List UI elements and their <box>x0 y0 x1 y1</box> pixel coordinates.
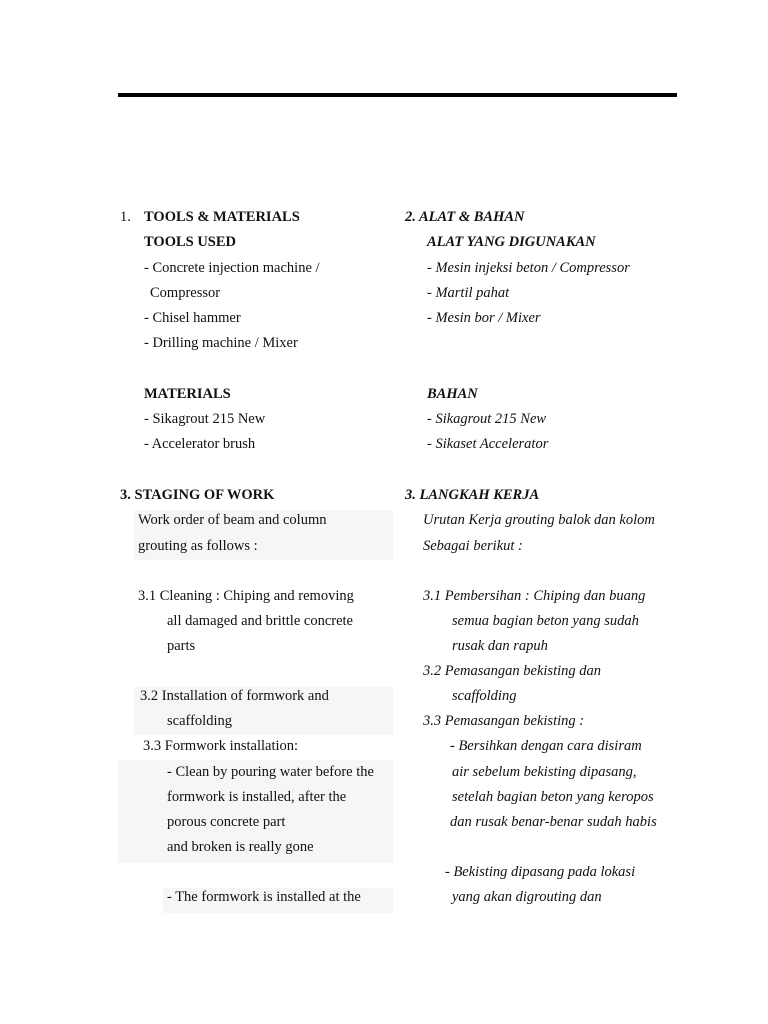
step33-line: formwork is installed, after the <box>167 789 347 805</box>
langkah33-line: 3.3 Pemasangan bekisting : <box>423 713 585 729</box>
langkah32-line: scaffolding <box>452 688 517 704</box>
section1-title: TOOLS & MATERIALS <box>144 209 300 225</box>
step33-line: - Clean by pouring water before the <box>167 764 374 780</box>
langkah33-line: - Bersihkan dengan cara disiram <box>450 738 642 754</box>
step31-line: parts <box>167 638 196 654</box>
langkah31-line: rusak dan rapuh <box>452 638 548 654</box>
bahan-item: - Sikaset Accelerator <box>427 436 549 452</box>
top-horizontal-rule <box>118 93 677 97</box>
alat-item: - Martil pahat <box>427 285 510 301</box>
tool-item: Compressor <box>150 285 221 301</box>
material-item: - Sikagrout 215 New <box>144 411 266 427</box>
alat-heading: ALAT YANG DIGUNAKAN <box>427 234 596 250</box>
alat-item: - Mesin bor / Mixer <box>427 310 541 326</box>
material-item: - Accelerator brush <box>144 436 256 452</box>
step32-line: scaffolding <box>167 713 232 729</box>
materials-heading: MATERIALS <box>144 386 231 402</box>
langkah31-line: 3.1 Pembersihan : Chiping dan buang <box>423 588 646 604</box>
tools-used-heading: TOOLS USED <box>144 234 237 250</box>
langkah33-line: - Bekisting dipasang pada lokasi <box>445 864 636 880</box>
step33-line: and broken is really gone <box>167 839 314 855</box>
langkah33-line: yang akan digrouting dan <box>452 889 602 905</box>
tool-item: - Chisel hammer <box>144 310 241 326</box>
section3-title: 3. STAGING OF WORK <box>120 487 275 503</box>
langkah33-line: air sebelum bekisting dipasang, <box>452 764 637 780</box>
langkah31-line: semua bagian beton yang sudah <box>452 613 639 629</box>
alat-item: - Mesin injeksi beton / Compressor <box>427 260 630 276</box>
section1-number: 1. <box>120 209 131 225</box>
intro-line: grouting as follows : <box>138 538 258 554</box>
step31-line: all damaged and brittle concrete <box>167 613 353 629</box>
section2-title: 2. ALAT & BAHAN <box>405 209 525 225</box>
langkah32-line: 3.2 Pemasangan bekisting dan <box>423 663 602 679</box>
urutan-line: Sebagai berikut : <box>423 538 523 554</box>
urutan-line: Urutan Kerja grouting balok dan kolom <box>423 512 655 528</box>
bahan-heading: BAHAN <box>427 386 478 402</box>
langkah33-line: dan rusak benar-benar sudah habis <box>450 814 657 830</box>
bahan-item: - Sikagrout 215 New <box>427 411 547 427</box>
step33-line: porous concrete part <box>167 814 286 830</box>
langkah33-line: setelah bagian beton yang keropos <box>452 789 654 805</box>
intro-line: Work order of beam and column <box>138 512 327 528</box>
tool-item: - Drilling machine / Mixer <box>144 335 298 351</box>
step31-line: 3.1 Cleaning : Chiping and removing <box>138 588 354 604</box>
step32-line: 3.2 Installation of formwork and <box>140 688 329 704</box>
langkah-kerja-title: 3. LANGKAH KERJA <box>405 487 540 503</box>
step33-line: - The formwork is installed at the <box>167 889 361 905</box>
step33-line: 3.3 Formwork installation: <box>143 738 299 754</box>
tool-item: - Concrete injection machine / <box>144 260 320 276</box>
